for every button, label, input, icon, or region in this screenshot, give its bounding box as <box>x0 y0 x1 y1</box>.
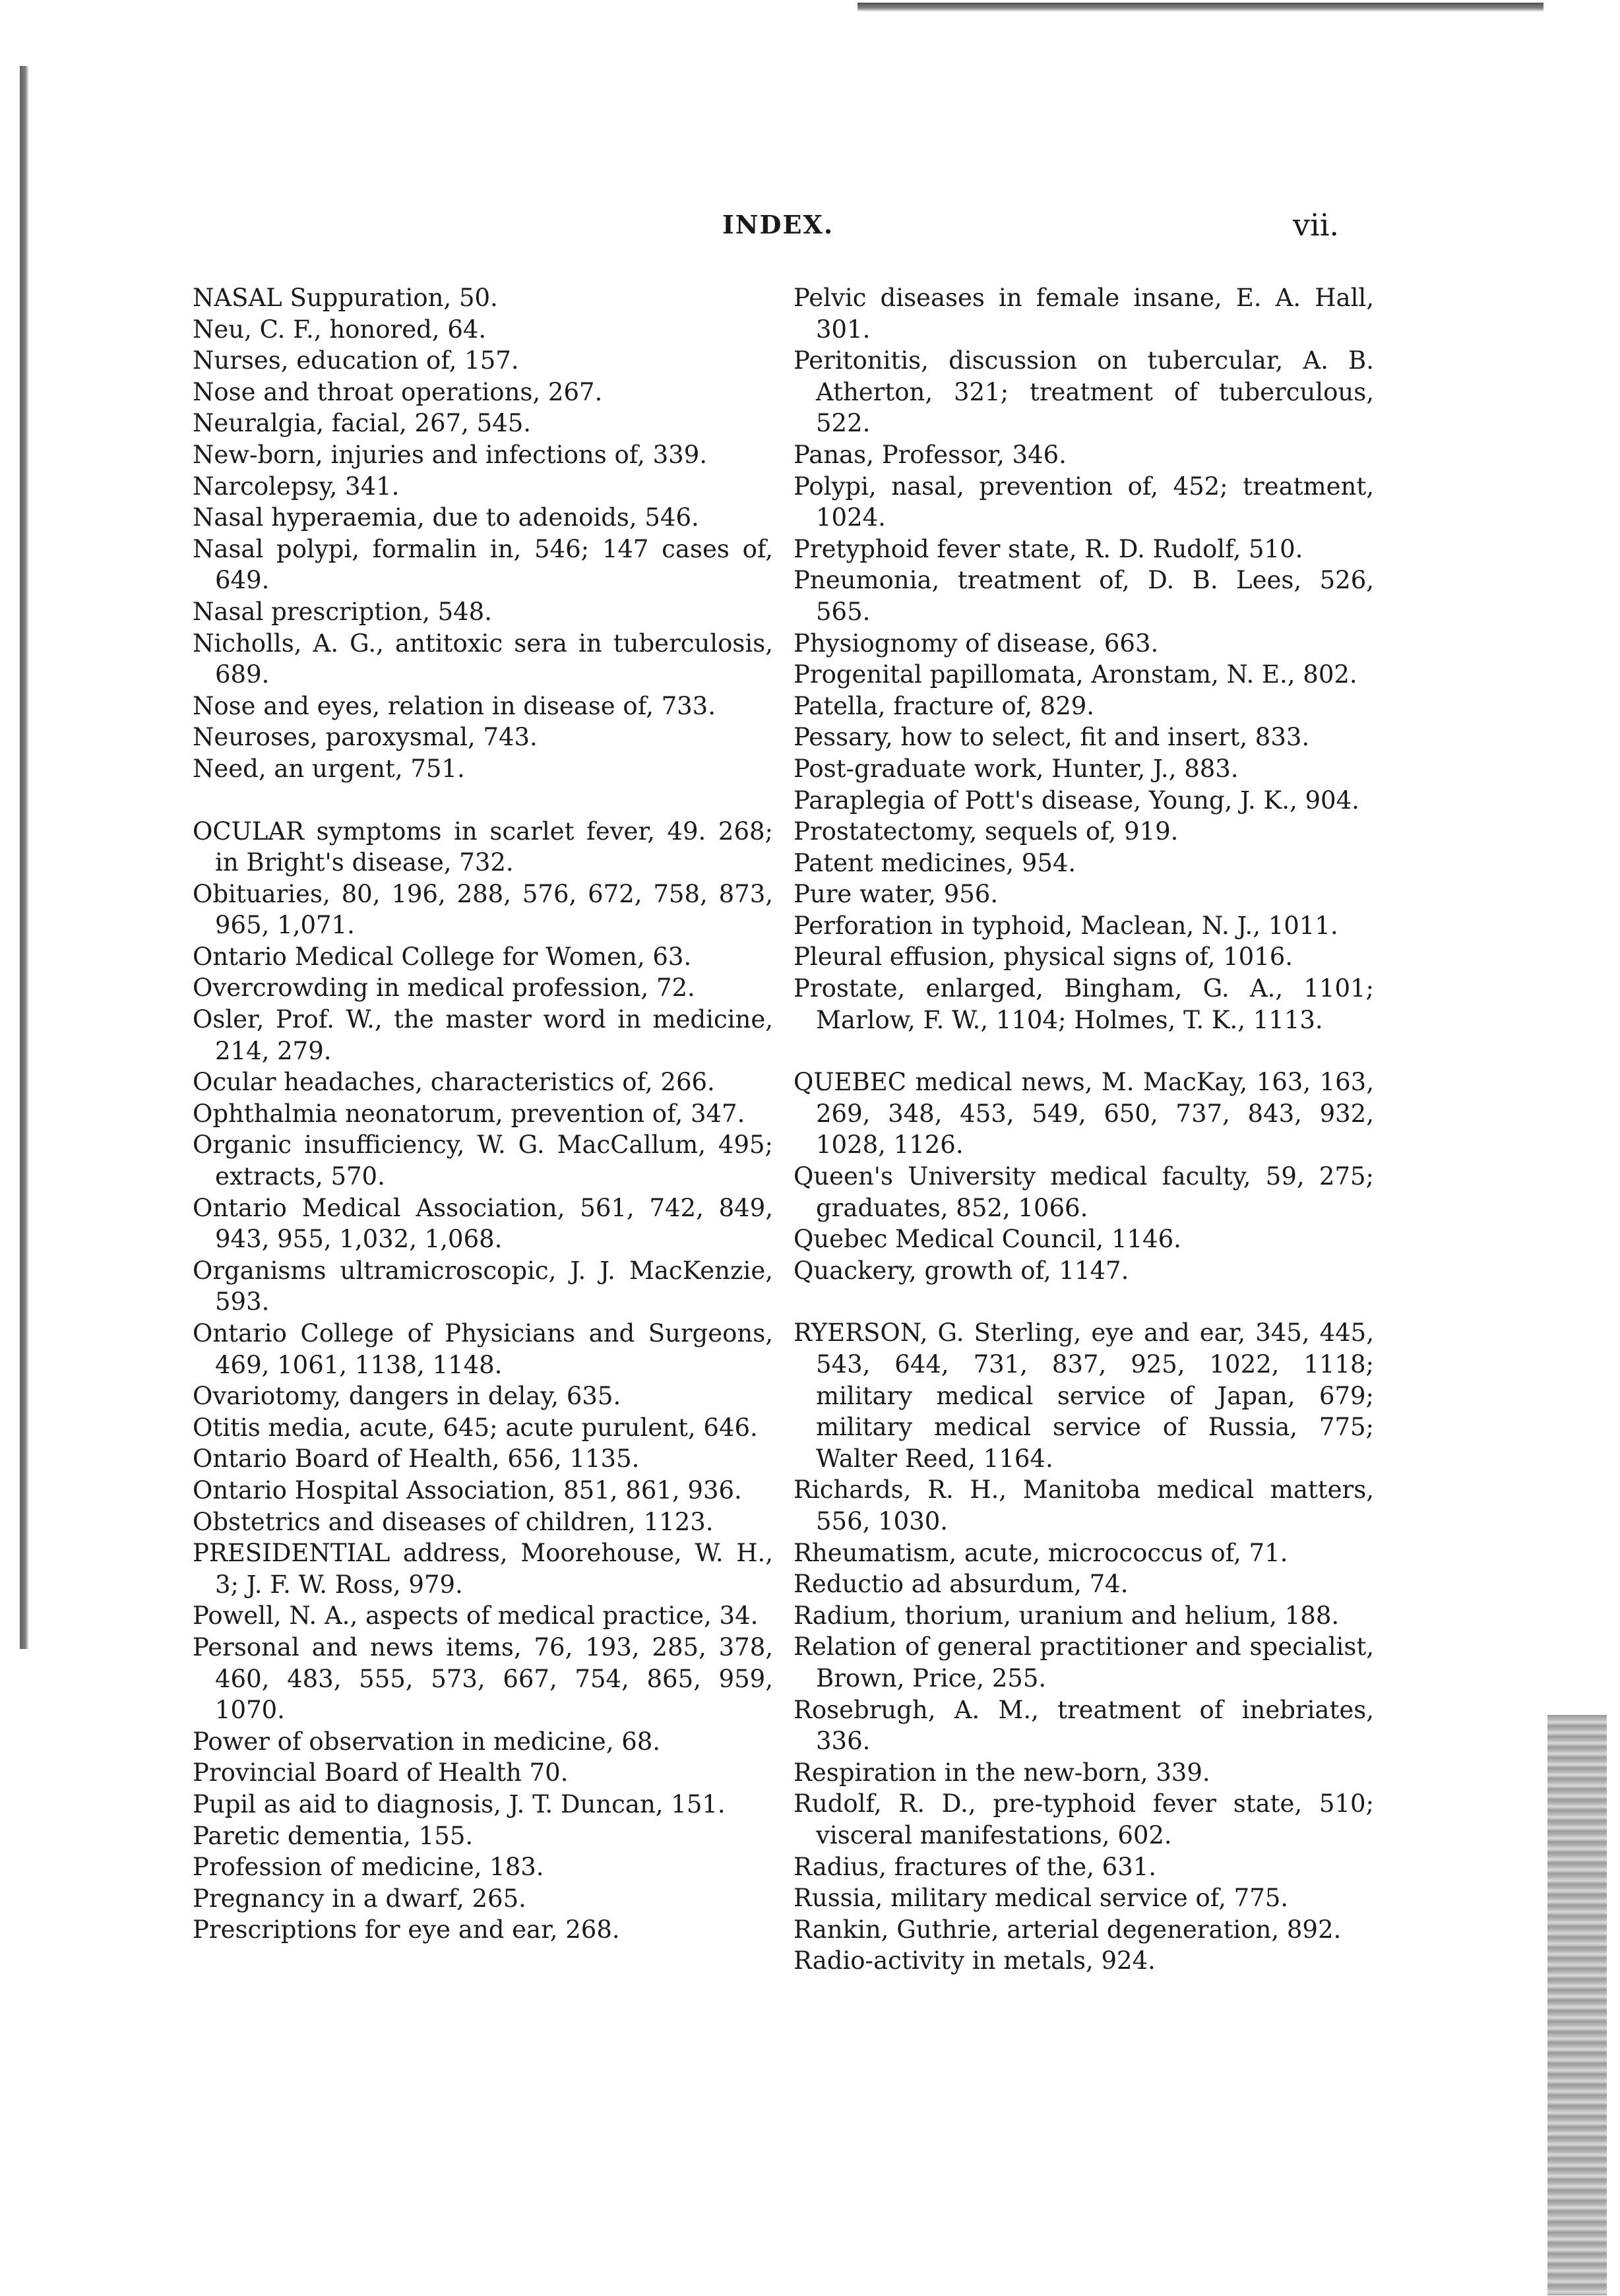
index-entry: Pregnancy in a dwarf, 265. <box>193 1884 526 1913</box>
index-entry: Nicholls, A. G., antitoxic sera in tuberculosis, 689. <box>193 629 773 689</box>
index-entry: QUEBEC medical news, M. MacKay, 163, 163, 269, 348, 453, 549, 650, 737, 843, 932, 1028, 1126. <box>794 1068 1374 1160</box>
scan-edge-right <box>1547 1715 1607 2295</box>
index-entry: Organic insufficiency, W. G. MacCallum, 495; extracts, 570. <box>193 1131 773 1191</box>
index-entry: Pessary, how to select, fit and insert, 833. <box>794 723 1310 752</box>
scan-edge-top <box>857 3 1543 12</box>
group-spacer <box>794 1036 1374 1067</box>
index-entry: Ontario Hospital Association, 851, 861, 936. <box>193 1475 742 1505</box>
index-entry: Ontario Medical College for Women, 63. <box>193 942 692 971</box>
group-spacer <box>193 785 773 816</box>
index-entry: Prostate, enlarged, Bingham, G. A., 1101; Marlow, F. W., 1104; Holmes, T. K., 1113. <box>794 974 1374 1034</box>
index-entry: Queen's University medical faculty, 59, 275; graduates, 852, 1066. <box>794 1162 1374 1222</box>
index-entry: Respiration in the new-born, 339. <box>794 1758 1210 1787</box>
index-entry: Otitis media, acute, 645; acute purulent, 646. <box>193 1413 758 1442</box>
index-entry: Ophthalmia neonatorum, prevention of, 347. <box>193 1099 745 1128</box>
index-entry: Relation of general practitioner and specialist, Brown, Price, 255. <box>794 1632 1374 1692</box>
index-entry: Radio-activity in metals, 924. <box>794 1946 1156 1975</box>
index-column-left <box>193 282 773 1946</box>
index-entry: Ovariotomy, dangers in delay, 635. <box>193 1382 621 1411</box>
index-entry: Patella, fracture of, 829. <box>794 691 1095 720</box>
index-entry: RYERSON, G. Sterling, eye and ear, 345, 445, 543, 644, 731, 837, 925, 1022, 1118; military medical service of Japan, 679; military medical service of Russia, 775; Walter Reed, 1164. <box>794 1319 1374 1473</box>
index-entry: Nurses, education of, 157. <box>193 346 519 375</box>
index-entry: Perforation in typhoid, Maclean, N. J., 1011. <box>794 911 1338 940</box>
index-entry: Neuroses, paroxysmal, 743. <box>193 723 538 752</box>
index-entry: Personal and news items, 76, 193, 285, 378, 460, 483, 555, 573, 667, 754, 865, 959, 1070. <box>193 1632 773 1725</box>
index-entry: Profession of medicine, 183. <box>193 1853 544 1882</box>
index-entry: OCULAR symptoms in scarlet fever, 49. 268; in Bright's disease, 732. <box>193 817 773 877</box>
index-entry: Pelvic diseases in female insane, E. A. Hall, 301. <box>794 284 1374 344</box>
index-entry: Paraplegia of Pott's disease, Young, J. K., 904. <box>794 786 1359 815</box>
index-entry: Nasal polypi, formalin in, 546; 147 cases of, 649. <box>193 534 773 595</box>
page-number: vii. <box>1293 207 1340 243</box>
index-entry: Obstetrics and diseases of children, 1123. <box>193 1507 714 1536</box>
index-entry: Russia, military medical service of, 775. <box>794 1884 1289 1913</box>
scan-edge-left <box>20 66 29 1649</box>
index-entry: Ontario Board of Health, 656, 1135. <box>193 1444 640 1474</box>
group-spacer <box>794 1286 1374 1317</box>
index-entry: NASAL Suppuration, 50. <box>193 284 498 312</box>
index-entry: Rosebrugh, A. M., treatment of inebriates, 336. <box>794 1695 1374 1756</box>
index-entry: Richards, R. H., Manitoba medical matters, 556, 1030. <box>794 1475 1374 1536</box>
index-entry: Nose and throat operations, 267. <box>193 377 603 406</box>
index-entry: Rheumatism, acute, micrococcus of, 71. <box>794 1538 1288 1567</box>
index-entry: Patent medicines, 954. <box>794 848 1076 877</box>
index-group-q <box>794 1067 1374 1286</box>
index-entry: Nasal hyperaemia, due to adenoids, 546. <box>193 503 699 532</box>
index-entry: Rudolf, R. D., pre-typhoid fever state, 510; visceral manifestations, 602. <box>794 1789 1374 1849</box>
index-entry: Pupil as aid to diagnosis, J. T. Duncan, 151. <box>193 1789 726 1818</box>
index-group-p <box>193 1537 773 1946</box>
index-entry: Rankin, Guthrie, arterial degeneration, 892. <box>794 1915 1342 1944</box>
index-entry: Paretic dementia, 155. <box>193 1821 474 1850</box>
index-entry: Pure water, 956. <box>794 880 999 909</box>
index-entry: Obituaries, 80, 196, 288, 576, 672, 758, 873, 965, 1,071. <box>193 879 773 940</box>
index-entry: Powell, N. A., aspects of medical practice, 34. <box>193 1601 759 1630</box>
index-group-n <box>193 282 773 785</box>
index-entry: Reductio ad absurdum, 74. <box>794 1570 1129 1599</box>
index-entry: Peritonitis, discussion on tubercular, A. B. Atherton, 321; treatment of tuberculous, 522. <box>794 346 1374 438</box>
index-entry: Pretyphoid fever state, R. D. Rudolf, 510. <box>794 534 1303 563</box>
index-entry: Radius, fractures of the, 631. <box>794 1852 1157 1881</box>
index-entry: Provincial Board of Health 70. <box>193 1758 569 1787</box>
index-entry: Prostatectomy, sequels of, 919. <box>794 817 1179 846</box>
index-entry: PRESIDENTIAL address, Moorehouse, W. H., 3; J. F. W. Ross, 979. <box>193 1539 773 1599</box>
index-entry: Organisms ultramicroscopic, J. J. MacKenzie, 593. <box>193 1256 773 1317</box>
index-entry: Power of observation in medicine, 68. <box>193 1727 661 1756</box>
index-entry: Nasal prescription, 548. <box>193 597 492 626</box>
index-entry: Physiognomy of disease, 663. <box>794 629 1159 658</box>
index-entry: Neuralgia, facial, 267, 545. <box>193 409 532 438</box>
index-entry: Post-graduate work, Hunter, J., 883. <box>794 754 1239 783</box>
index-entry: Radium, thorium, uranium and helium, 188. <box>794 1601 1340 1630</box>
index-entry: Progenital papillomata, Aronstam, N. E., 802. <box>794 660 1357 689</box>
index-entry: Panas, Professor, 346. <box>794 440 1067 469</box>
index-entry: Prescriptions for eye and ear, 268. <box>193 1915 620 1944</box>
index-entry: Polypi, nasal, prevention of, 452; treatment, 1024. <box>794 472 1374 532</box>
index-entry: New-born, injuries and infections of, 339. <box>193 440 707 469</box>
index-entry: Ontario College of Physicians and Surgeons, 469, 1061, 1138, 1148. <box>193 1319 773 1379</box>
index-group-r <box>794 1317 1374 1976</box>
running-title: INDEX. <box>722 210 834 239</box>
index-entry: Need, an urgent, 751. <box>193 754 465 783</box>
index-entry: Pneumonia, treatment of, D. B. Lees, 526, 565. <box>794 566 1374 626</box>
index-group-p-continued <box>794 282 1374 1036</box>
page-header <box>0 207 1620 256</box>
index-group-o <box>193 816 773 1538</box>
index-entry: Narcolepsy, 341. <box>193 472 400 501</box>
index-entry: Ocular headaches, characteristics of, 266. <box>193 1068 715 1097</box>
index-entry: Quebec Medical Council, 1146. <box>794 1225 1181 1254</box>
index-column-right <box>794 282 1374 1977</box>
index-entry: Nose and eyes, relation in disease of, 733. <box>193 691 716 720</box>
index-entry: Overcrowding in medical profession, 72. <box>193 974 695 1003</box>
index-entry: Quackery, growth of, 1147. <box>794 1256 1129 1285</box>
index-entry: Ontario Medical Association, 561, 742, 849, 943, 955, 1,032, 1,068. <box>193 1193 773 1254</box>
index-entry: Pleural effusion, physical signs of, 1016. <box>794 943 1293 972</box>
index-entry: Neu, C. F., honored, 64. <box>193 315 487 344</box>
index-entry: Osler, Prof. W., the master word in medicine, 214, 279. <box>193 1005 773 1065</box>
